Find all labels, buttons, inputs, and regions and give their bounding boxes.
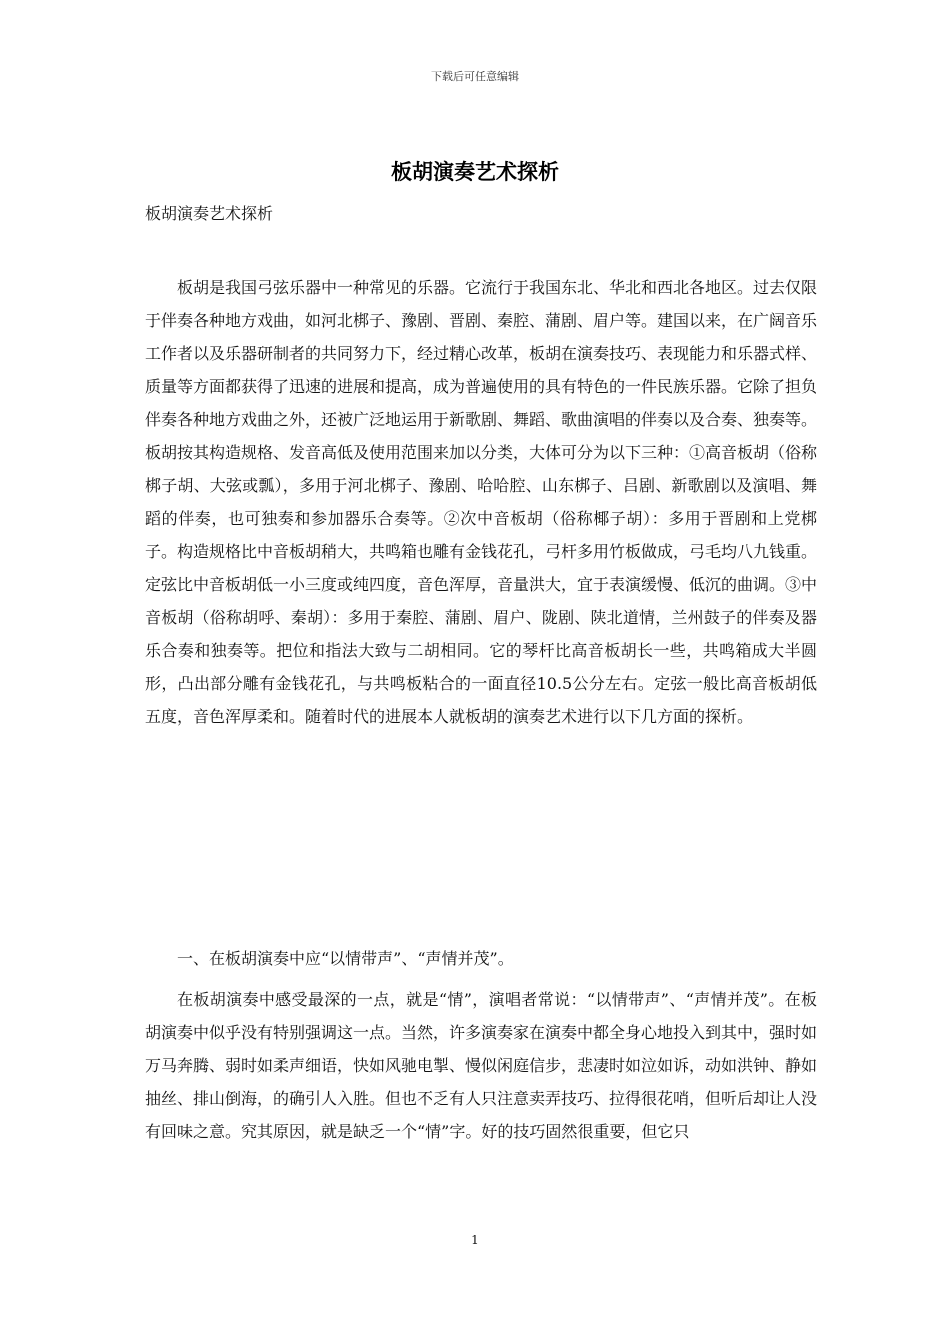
body-section-intro [145, 271, 817, 733]
section-heading-1: 一、在板胡演奏中应“以情带声”、“声情并茂”。 [177, 949, 514, 968]
document-title: 板胡演奏艺术探析 [391, 159, 559, 184]
body-section-1 [145, 983, 817, 1148]
body-section-heading [145, 942, 817, 975]
paragraph-intro: 板胡是我国弓弦乐器中一种常见的乐器。它流行于我国东北、华北和西北各地区。过去仅限于伴奏各种地方戏曲，如河北梆子、豫剧、晋剧、秦腔、蒲剧、眉户等。建国以来，在广阔音乐工作者以及乐器研制者的共同努力下，经过精心改革，板胡在演奏技巧、表现能力和乐器式样、质量等方面都获得了迅速的进展和提高，成为普遍使用的具有特色的一件民族乐器。它除了担负伴奏各种地方戏曲之外，还被广泛地运用于新歌剧、舞蹈、歌曲演唱的伴奏以及合奏、独奏等。板胡按其构造规格、发音高低及使用范围来加以分类，大体可分为以下三种：①高音板胡（俗称梆子胡、大弦或瓢），多用于河北梆子、豫剧、哈哈腔、山东梆子、吕剧、新歌剧以及演唱、舞蹈的伴奏，也可独奏和参加器乐合奏等。②次中音板胡（俗称椰子胡）：多用于晋剧和上党梆子。构造规格比中音板胡稍大，共鸣箱也雕有金钱花孔，弓杆多用竹板做成，弓毛均八九钱重。定弦比中音板胡低一小三度或纯四度，音色浑厚，音量洪大，宜于表演缓慢、低沉的曲调。③中音板胡（俗称胡呼、秦胡）：多用于秦腔、蒲剧、眉户、陇剧、陕北道情，兰州鼓子的伴奏及器乐合奏和独奏等。把位和指法大致与二胡相同。它的琴杆比高音板胡长一些，共鸣箱成大半圆形，凸出部分雕有金钱花孔，与共鸣板粘合的一面直径10.5公分左右。定弦一般比高音板胡低五度，音色浑厚柔和。随着时代的进展本人就板胡的演奏艺术进行以下几方面的探析。 [145, 278, 818, 726]
paragraph-section-1: 在板胡演奏中感受最深的一点，就是“情”，演唱者常说：“以情带声”、“声情并茂”。在板胡演奏中似乎没有特别强调这一点。当然，许多演奏家在演奏中都全身心地投入到其中，强时如万马奔腾、弱时如柔声细语，快如风驰电掣、慢似闲庭信步，悲凄时如泣如诉，动如洪钟、静如抽丝、排山倒海，的确引人入胜。但也不乏有人只注意卖弄技巧、拉得很花哨，但听后却让人没有回味之意。究其原因，就是缺乏一个“情”字。好的技巧固然很重要，但它只 [145, 990, 818, 1141]
page-number: 1 [471, 1233, 479, 1247]
page-header: 下载后可任意编辑 [431, 70, 519, 83]
document-subtitle: 板胡演奏艺术探析 [145, 204, 274, 223]
